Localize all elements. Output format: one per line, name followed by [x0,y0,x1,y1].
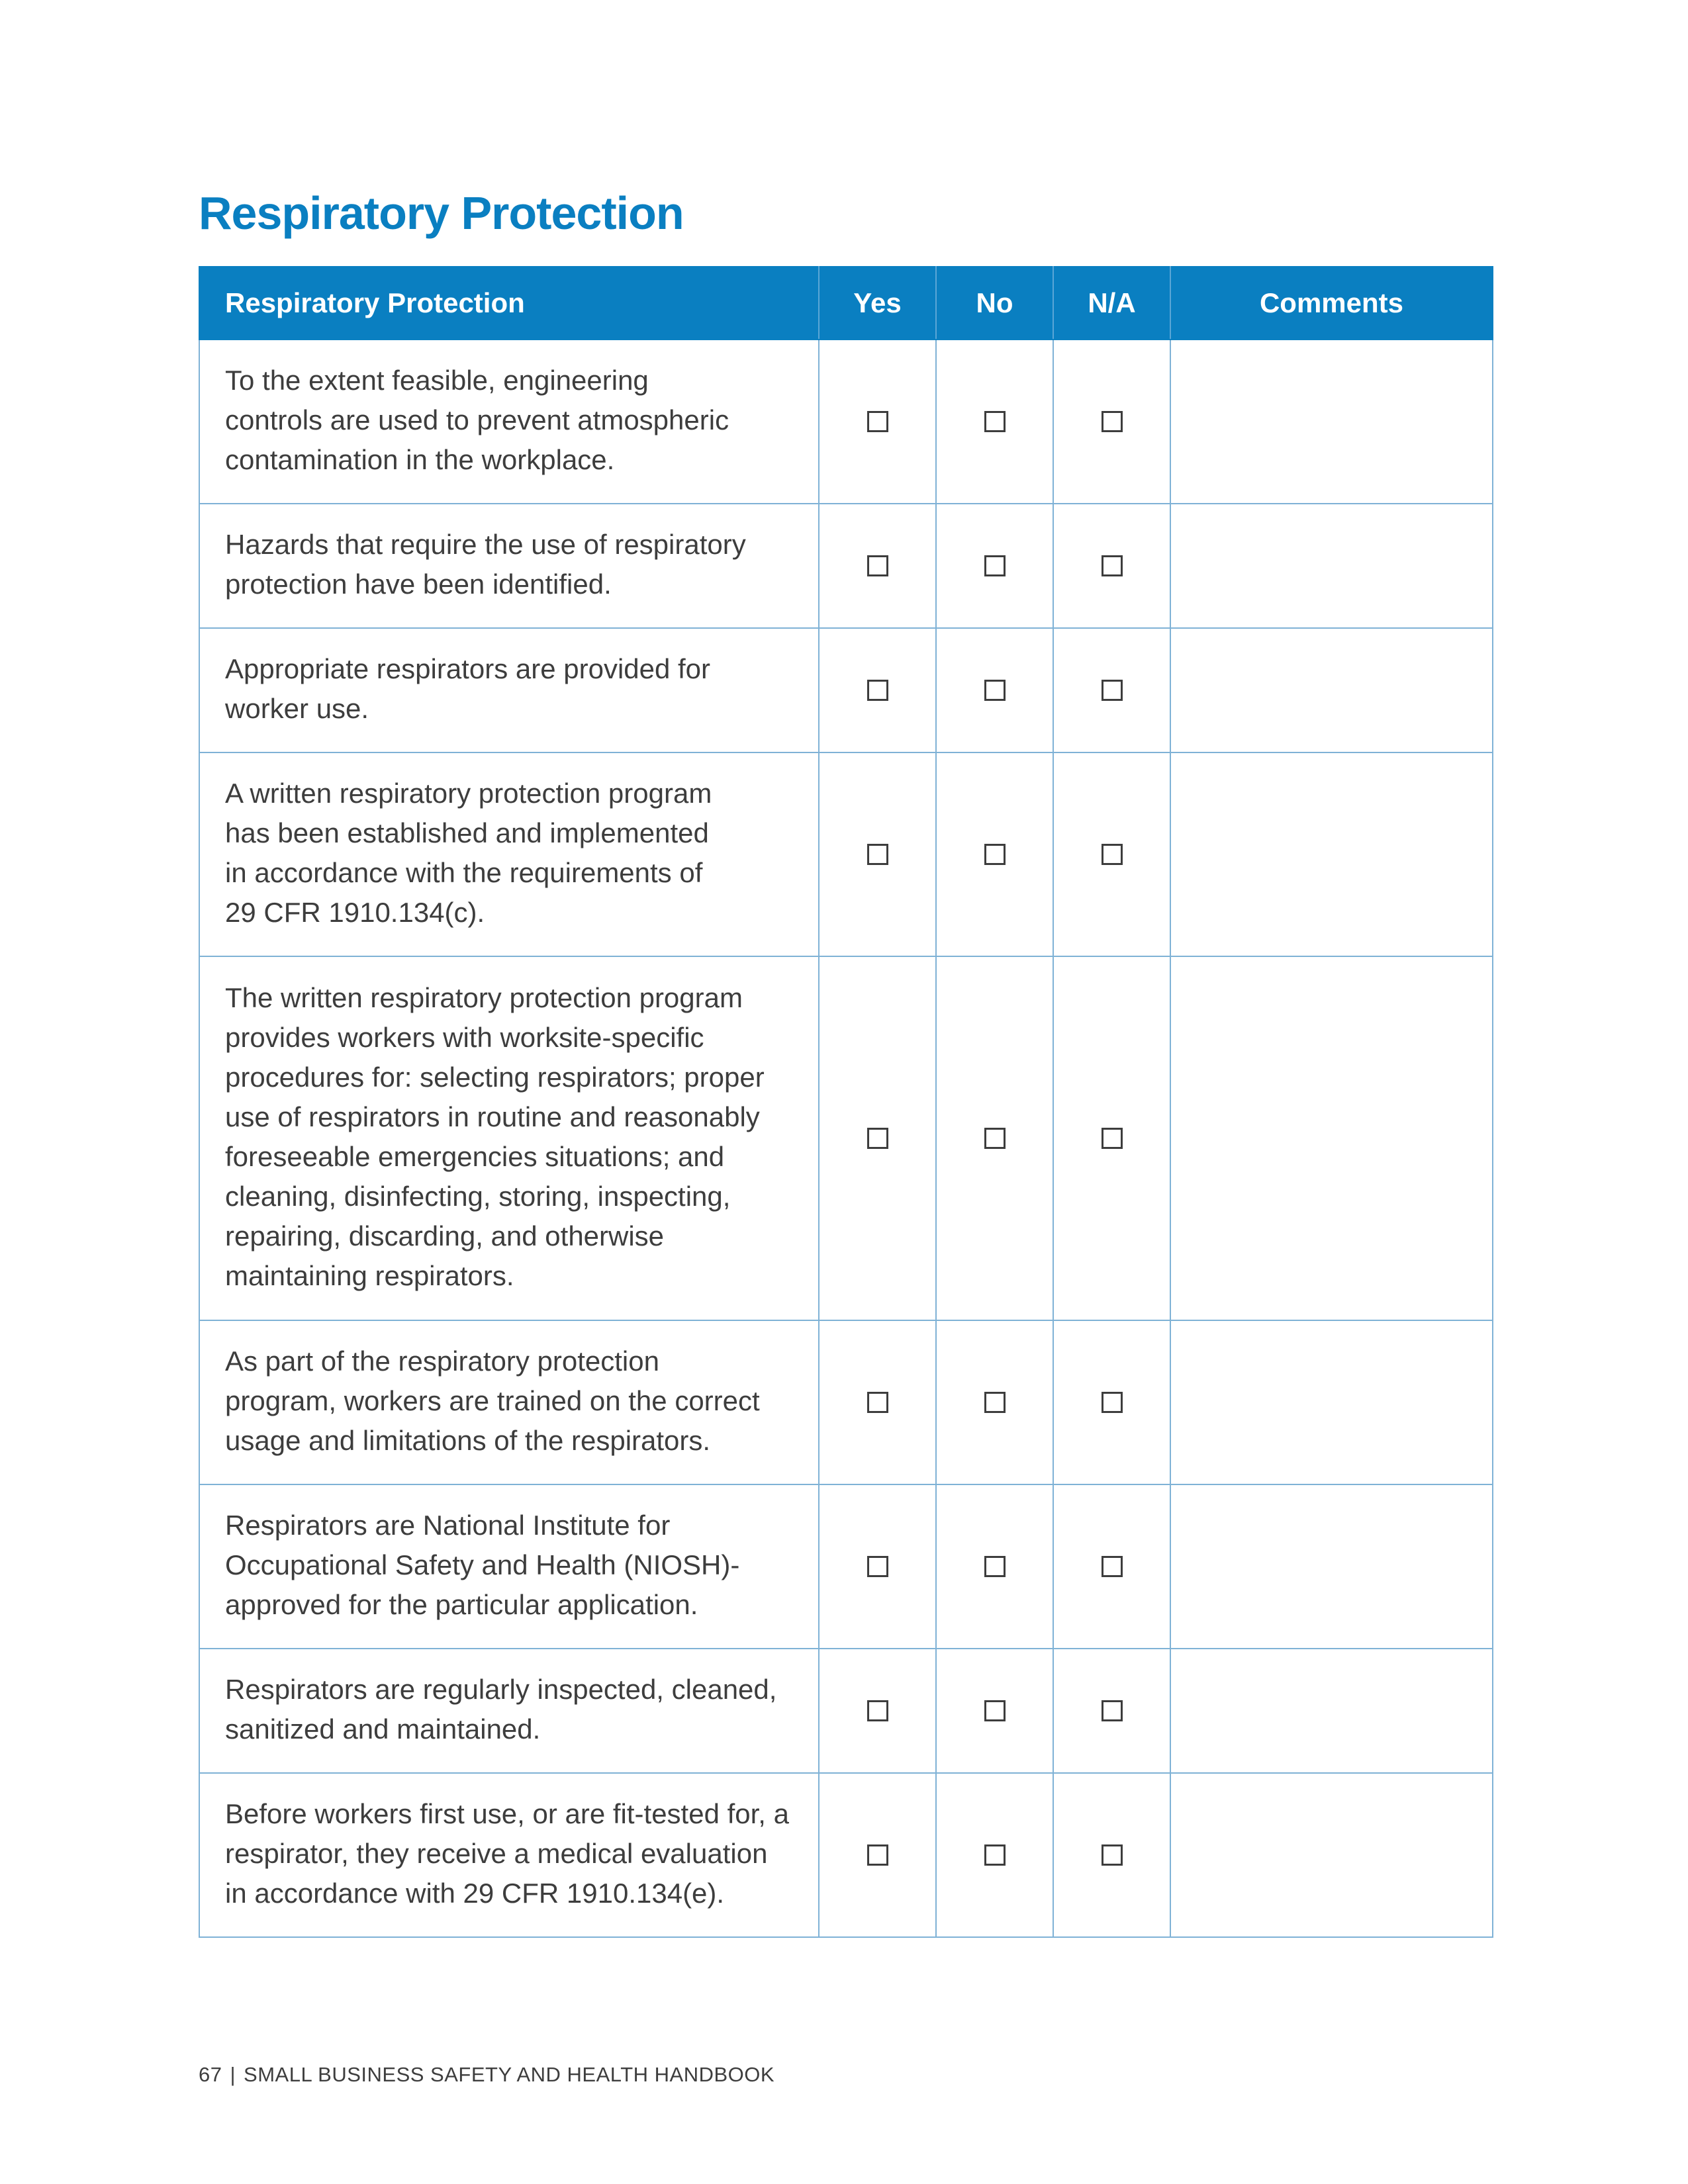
yes-checkbox[interactable] [867,1844,888,1866]
no-checkbox[interactable] [984,1128,1006,1149]
footer-separator: | [230,2063,236,2086]
table-header-row [199,267,1493,340]
header-comments: Comments [1170,267,1493,340]
no-checkbox[interactable] [984,1392,1006,1413]
table-row [199,752,1493,956]
yes-checkbox[interactable] [867,680,888,701]
table-row [199,504,1493,628]
header-na: N/A [1053,267,1170,340]
table-row [199,628,1493,752]
no-checkbox[interactable] [984,411,1006,432]
na-checkbox[interactable] [1102,1128,1123,1149]
table-row [199,1649,1493,1773]
na-checkbox[interactable] [1102,1844,1123,1866]
no-checkbox[interactable] [984,844,1006,865]
na-checkbox[interactable] [1102,1392,1123,1413]
page-number: 67 [199,2063,222,2086]
na-checkbox[interactable] [1102,411,1123,432]
comments-cell[interactable] [1170,628,1493,752]
table-row [199,340,1493,504]
yes-checkbox[interactable] [867,1556,888,1577]
no-checkbox[interactable] [984,1844,1006,1866]
no-checkbox[interactable] [984,1556,1006,1577]
checklist-item-text: Hazards that require the use of respiratory protection have been identified. [199,504,819,628]
comments-cell[interactable] [1170,504,1493,628]
checklist-table [199,266,1493,1938]
comments-cell[interactable] [1170,1773,1493,1937]
table-row [199,1773,1493,1937]
table-row [199,1484,1493,1649]
comments-cell[interactable] [1170,340,1493,504]
no-checkbox[interactable] [984,555,1006,576]
na-checkbox[interactable] [1102,1556,1123,1577]
checklist-item-text: A written respiratory protection program has been established and implemented in accordance with the requirements of 29 CFR 1910.134(c). [199,752,819,956]
checklist-item-text: Respirators are regularly inspected, cleaned, sanitized and maintained. [199,1649,819,1773]
header-no: No [936,267,1053,340]
na-checkbox[interactable] [1102,680,1123,701]
checklist-item-text: Before workers first use, or are fit-tested for, a respirator, they receive a medical evaluation in accordance with 29 CFR 1910.134(e). [199,1773,819,1937]
checklist-item-text: Appropriate respirators are provided for worker use. [199,628,819,752]
checklist-item-text: As part of the respiratory protection program, workers are trained on the correct usage and limitations of the respirators. [199,1320,819,1484]
yes-checkbox[interactable] [867,411,888,432]
na-checkbox[interactable] [1102,555,1123,576]
no-checkbox[interactable] [984,1700,1006,1721]
yes-checkbox[interactable] [867,1392,888,1413]
na-checkbox[interactable] [1102,844,1123,865]
comments-cell[interactable] [1170,1484,1493,1649]
footer-title: SMALL BUSINESS SAFETY AND HEALTH HANDBOOK [244,2063,775,2086]
table-row [199,956,1493,1320]
header-yes: Yes [819,267,936,340]
checklist-item-text: The written respiratory protection program provides workers with worksite-specific procedures for: selecting respirators; proper use of respirators in routine and reasonably foreseeable emergencies situations; and cleaning, disinfecting, storing, inspecting, repairing, discarding, and otherwise maintaining respirators. [199,956,819,1320]
comments-cell[interactable] [1170,1320,1493,1484]
page-footer [199,2063,774,2087]
header-item: Respiratory Protection [199,267,819,340]
yes-checkbox[interactable] [867,555,888,576]
yes-checkbox[interactable] [867,844,888,865]
checklist-item-text: To the extent feasible, engineering controls are used to prevent atmospheric contamination in the workplace. [199,340,819,504]
comments-cell[interactable] [1170,752,1493,956]
yes-checkbox[interactable] [867,1700,888,1721]
na-checkbox[interactable] [1102,1700,1123,1721]
comments-cell[interactable] [1170,956,1493,1320]
yes-checkbox[interactable] [867,1128,888,1149]
comments-cell[interactable] [1170,1649,1493,1773]
checklist-item-text: Respirators are National Institute for Occupational Safety and Health (NIOSH)- approved for the particular application. [199,1484,819,1649]
no-checkbox[interactable] [984,680,1006,701]
page-title: Respiratory Protection [199,187,684,239]
table-row [199,1320,1493,1484]
